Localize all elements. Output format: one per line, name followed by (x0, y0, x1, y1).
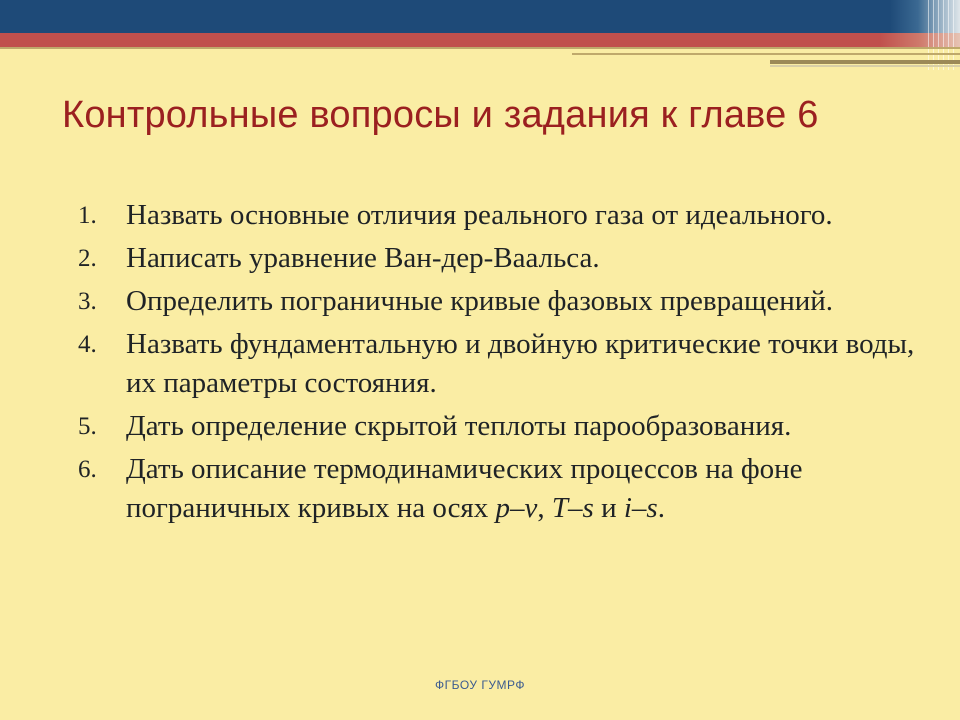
task-list (78, 196, 928, 532)
axis-separator: и (593, 492, 624, 524)
task-number: 4. (78, 331, 97, 358)
task-number: 5. (78, 413, 97, 440)
header-accent-line-thick (770, 60, 960, 64)
task-item (78, 407, 928, 446)
header-divider-line (0, 47, 960, 49)
axis-separator: , (537, 492, 552, 524)
axis-label-pv: p–v (495, 492, 538, 524)
header-red-band (0, 33, 960, 47)
task-text: Дать определение скрытой теплоты парообразования. (126, 410, 792, 442)
task-text: Написать уравнение Ван-дер-Ваальса. (126, 242, 600, 274)
task-item (78, 282, 928, 321)
task-item (78, 325, 928, 403)
task-number: 2. (78, 245, 97, 272)
task-text-after: . (657, 492, 665, 524)
task-text: Определить пограничные кривые фазовых превращений. (126, 285, 834, 317)
slide-title: Контрольные вопросы и задания к главе 6 (62, 94, 819, 136)
header-accent-line (572, 53, 960, 55)
task-text: Назвать основные отличия реального газа от идеального. (126, 199, 833, 231)
header-accent-line-light (770, 65, 960, 67)
task-number: 3. (78, 288, 97, 315)
task-text (126, 450, 928, 528)
task-item (78, 196, 928, 235)
axis-label-ts: T–s (551, 492, 594, 524)
task-text: Назвать фундаментальную и двойную критические точки воды, их параметры состояния. (126, 328, 915, 399)
header-blue-band (0, 0, 960, 33)
task-text-before: Дать описание термодинамических процессов на фоне пограничных кривых на осях (126, 453, 803, 524)
slide-footer: ФГБОУ ГУМРФ (435, 678, 525, 692)
task-item (78, 450, 928, 528)
task-item (78, 239, 928, 278)
task-number: 1. (78, 202, 97, 229)
axis-label-is: i–s (623, 492, 658, 524)
task-number: 6. (78, 456, 97, 483)
